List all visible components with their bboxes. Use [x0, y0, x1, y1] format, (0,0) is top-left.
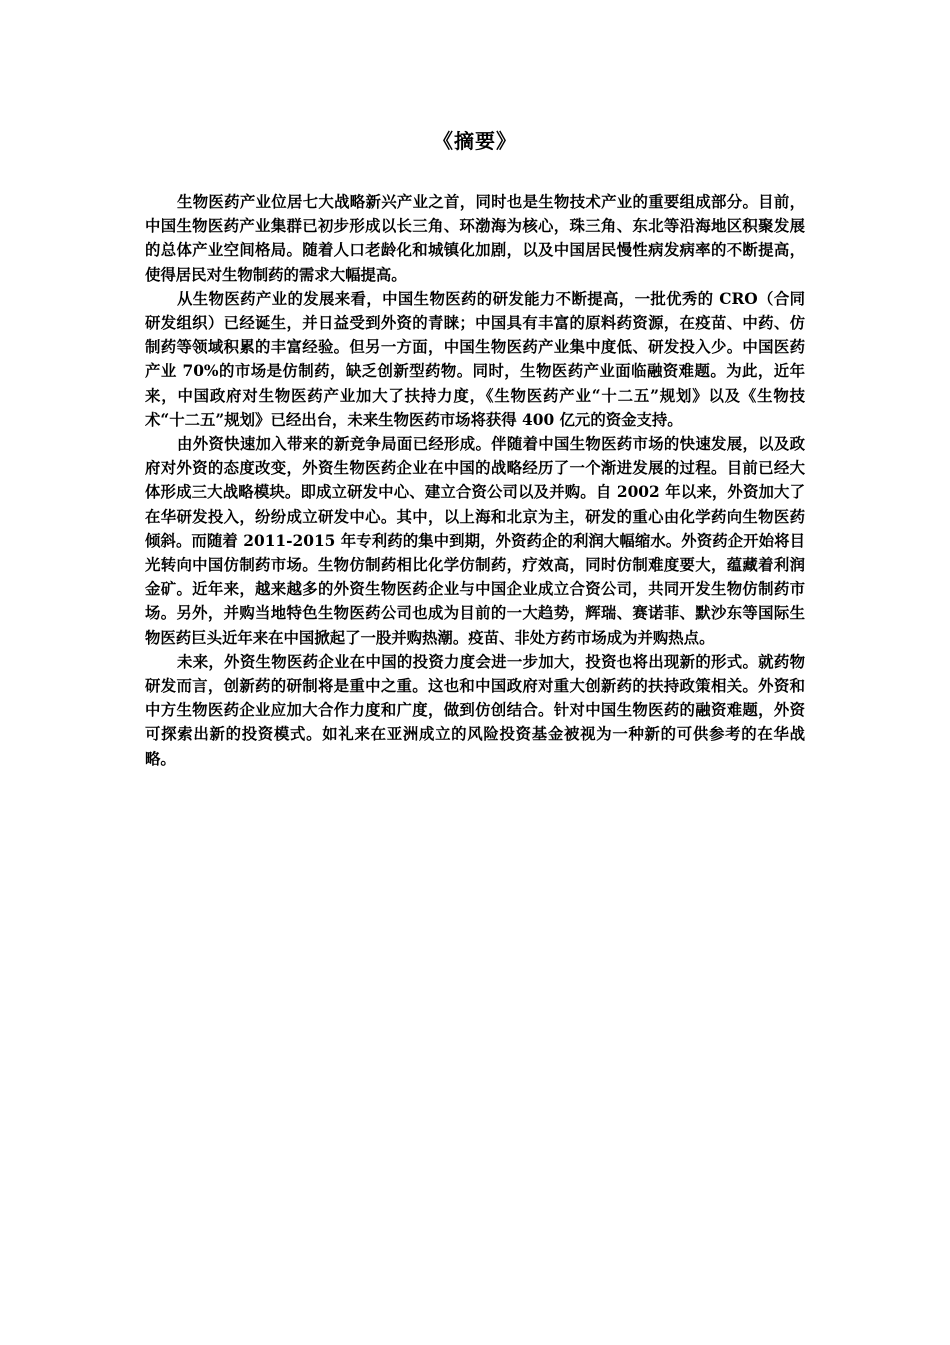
paragraph-2: 从生物医药产业的发展来看，中国生物医药的研发能力不断提高，一批优秀的 CRO（合同研发组织）已经诞生，并日益受到外资的青睐；中国具有丰富的原料药资源，在疫苗、中药、仿制药等领域积累的丰富经验。但另一方面，中国生物医药产业集中度低、研发投入少。中国医药产业 70%的市场是仿制药，缺乏创新型药物。同时，生物医药产业面临融资难题。为此，近年来，中国政府对生物医药产业加大了扶持力度，《生物医药产业“十二五”规划》以及《生物技术“十二五”规划》已经出台，未来生物医药市场将获得 400 亿元的资金支持。: [145, 289, 805, 429]
paragraph-1: 生物医药产业位居七大战略新兴产业之首，同时也是生物技术产业的重要组成部分。目前，中国生物医药产业集群已初步形成以长三角、环渤海为核心，珠三角、东北等沿海地区积聚发展的总体产业空间格局。随着人口老龄化和城镇化加剧，以及中国居民慢性病发病率的不断提高，使得居民对生物制药的需求大幅提高。: [145, 193, 805, 284]
paragraph-4: 未来，外资生物医药企业在中国的投资力度会进一步加大，投资也将出现新的形式。就药物研发而言，创新药的研制将是重中之重。这也和中国政府对重大创新药的扶持政策相关。外资和中方生物医药企业应加大合作力度和广度，做到仿创结合。针对中国生物医药的融资难题，外资可探索出新的投资模式。如礼来在亚洲成立的风险投资基金被视为一种新的可供参考的在华战略。: [145, 652, 805, 768]
page-title: 《摘要》: [433, 129, 517, 153]
abstract-body: [145, 190, 805, 771]
paragraph-3: 由外资快速加入带来的新竞争局面已经形成。伴随着中国生物医药市场的快速发展，以及政府对外资的态度改变，外资生物医药企业在中国的战略经历了一个渐进发展的过程。目前已经大体形成三大战略模块。即成立研发中心、建立合资公司以及并购。自 2002 年以来，外资加大了在华研发投入，纷纷成立研发中心。其中，以上海和北京为主，研发的重心由化学药向生物医药倾斜。而随着 2011-2015 年专利药的集中到期，外资药企的利润大幅缩水。外资药企开始将目光转向中国仿制药市场。生物仿制药相比化学仿制药，疗效高，同时仿制难度要大，蕴藏着利润金矿。近年来，越来越多的外资生物医药企业与中国企业成立合资公司，共同开发生物仿制药市场。另外，并购当地特色生物医药公司也成为目前的一大趋势，辉瑞、赛诺菲、默沙东等国际生物医药巨头近年来在中国掀起了一股并购热潮。疫苗、非处方药市场成为并购热点。: [145, 435, 805, 647]
